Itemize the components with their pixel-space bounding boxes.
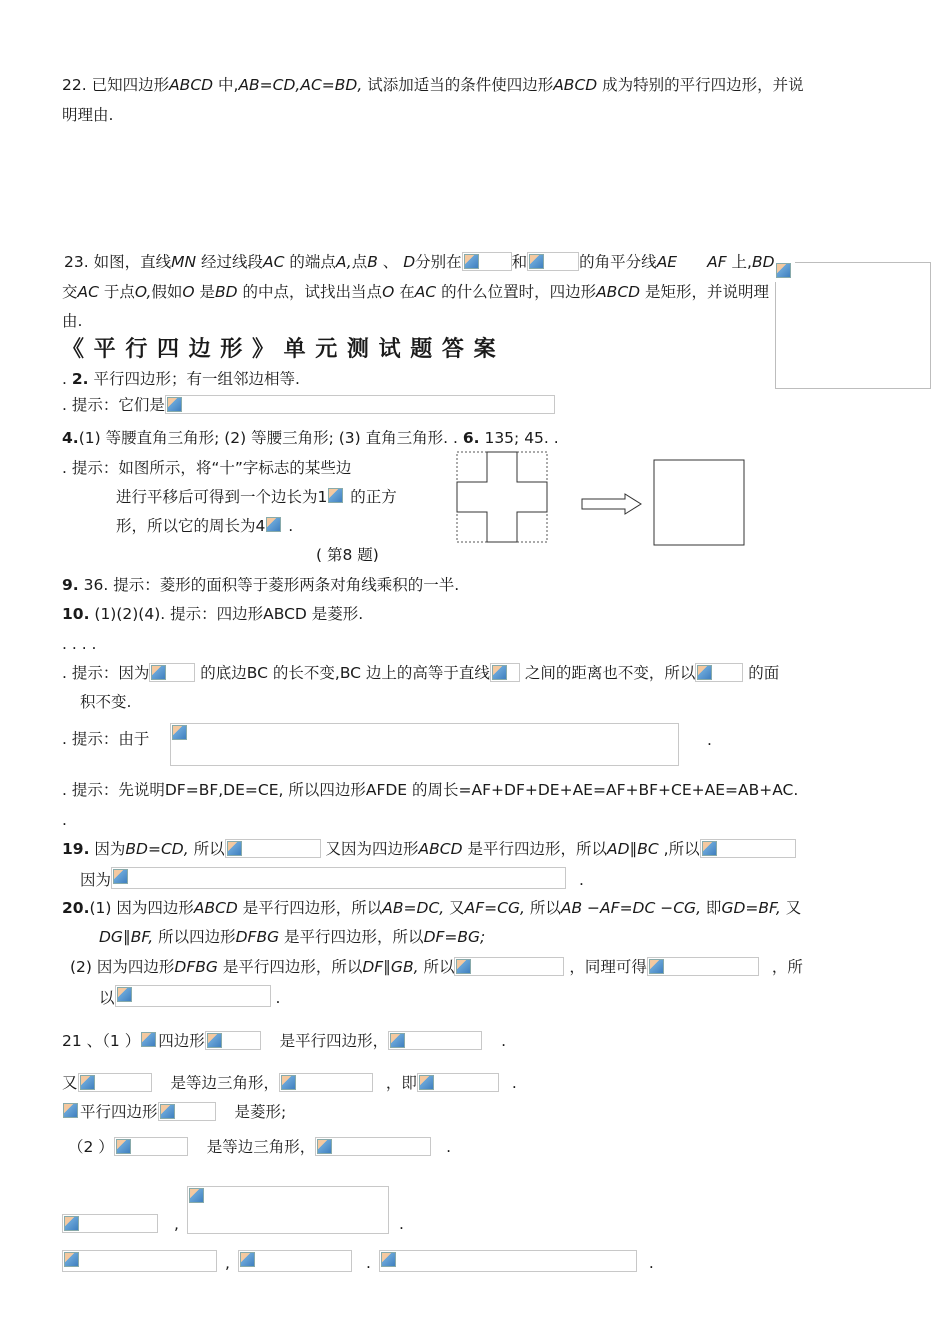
answer-21-image-1 — [205, 1031, 261, 1050]
answer-21-line2: 又 是等边三角形， ，即 . — [62, 1074, 517, 1092]
answer-area-line2: 积不变. — [80, 693, 132, 711]
answer-since-image — [170, 723, 679, 766]
q23-figure-frame — [775, 262, 931, 389]
answer-4-6: 4.(1) 等腰直角三角形; (2) 等腰三角形; (3) 直角三角形. . 6. 135; 45. . — [62, 429, 559, 447]
line-image — [490, 663, 520, 682]
answer-21-image-11 — [62, 1250, 217, 1272]
figure-8-caption: ( 第8 题) — [316, 546, 379, 564]
answer-8-line2: 进行平移后可得到一个边长为1 的正方 — [116, 488, 397, 506]
answer-3-image — [165, 395, 555, 414]
answer-21-line3: 平行四边形 是菱形; — [62, 1102, 286, 1122]
answer-20-line1: 20.(1) 因为四边形ABCD 是平行四边形，所以AB=DC, 又AF=CG, 所以AB −AF=DC −CG, 即GD=BF, 又 — [62, 899, 802, 917]
answer-20-image-2 — [647, 957, 759, 976]
answer-21-image-2 — [388, 1031, 482, 1050]
answer-2: . 2. 平行四边形；有一组邻边相等. — [62, 370, 300, 388]
answer-19-image-1 — [225, 839, 321, 858]
answer-19-line2: 因为 . — [80, 867, 584, 890]
therefore-image-2 — [62, 1102, 80, 1121]
answer-19-line1: 19. 因为BD=CD, 所以 又因为四边形ABCD 是平行四边形，所以AD∥BC ,所以 — [62, 839, 796, 859]
answer-21-image-8 — [315, 1137, 431, 1156]
answer-8-line3: 形，所以它的周长为4 . — [116, 517, 294, 535]
cross-shape — [457, 452, 547, 542]
answer-21-line5: , . — [62, 1214, 404, 1234]
therefore-image-1 — [140, 1031, 158, 1050]
dots-row: . . . . — [62, 635, 97, 653]
triangle-image-2 — [695, 663, 743, 682]
answer-20-image-1 — [454, 957, 564, 976]
arrow-right-icon — [582, 494, 641, 514]
answer-21-image-13 — [379, 1250, 637, 1272]
answer-21-image-5 — [417, 1073, 499, 1092]
answer-8-line1: . 提示：如图所示，将“十”字标志的某些边 — [62, 459, 352, 477]
square-shape — [654, 460, 744, 545]
answer-21-image-10 — [62, 1214, 158, 1233]
sqrt-image-2 — [265, 516, 283, 535]
answer-19-image-2 — [700, 839, 796, 858]
answer-20-line3: (2) 因为四边形DFBG 是平行四边形，所以DF∥GB, 所以 ，同理可得 ，所 — [70, 958, 803, 976]
q22-line1: 22. 已知四边形ABCD 中,AB=CD,AC=BD, 试添加适当的条件使四边形ABCD 成为特别的平行四边形，并说 — [62, 76, 804, 94]
answer-20-line2: DG∥BF, 所以四边形DFBG 是平行四边形，所以DF=BG; — [99, 928, 486, 946]
answer-21-line4: （2 ） 是等边三角形， . — [68, 1138, 452, 1156]
q22-line2: 明理由. — [62, 106, 114, 124]
angle-image-1 — [462, 252, 512, 271]
figure-8 — [455, 450, 755, 550]
answer-3: . 提示：它们是 — [62, 395, 555, 415]
answer-area-line1: . 提示：因为 的底边BC 的长不变,BC 边上的高等于直线 之间的距离也不变，所以 的面 — [62, 664, 780, 682]
answer-10: 10. (1)(2)(4). 提示：四边形ABCD 是菱形. — [62, 605, 364, 623]
answer-perimeter: . 提示：先说明DF=BF,DE=CE, 所以四边形AFDE 的周长=AF+DF+DE+AE=AF+BF+CE+AE=AB+AC. — [62, 781, 799, 799]
answer-20-image-3 — [115, 985, 271, 1007]
angle-image-2 — [527, 252, 579, 271]
answer-21-image-12 — [238, 1250, 352, 1272]
sqrt-image — [327, 487, 345, 506]
q23-line2: 交AC 于点O,假如O 是BD 的中点，试找出当点O 在AC 的什么位置时，四边形ABCD 是矩形，并说明理 — [62, 283, 770, 301]
answer-19-image-3 — [111, 867, 566, 889]
dot-row: . — [62, 811, 67, 829]
answer-21-image-4 — [279, 1073, 373, 1092]
answer-21-line1: 21 、（1 ） 四边形 是平行四边形， . — [62, 1032, 507, 1050]
q23-line3: 由. — [62, 312, 83, 330]
answers-title: 《 平 行 四 边 形 》 单 元 测 试 题 答 案 — [62, 337, 497, 362]
answer-since-period: . — [707, 731, 712, 749]
q23-figure-image-icon — [775, 262, 795, 282]
answer-21-image-3 — [78, 1073, 152, 1092]
answer-21-image-6 — [158, 1102, 216, 1121]
answer-21-line6: , . . — [62, 1250, 654, 1273]
answer-since-label: . 提示：由于 — [62, 730, 150, 748]
answer-21-image-7 — [114, 1137, 188, 1156]
triangle-image-1 — [149, 663, 195, 682]
answer-20-line4: 以 . — [99, 985, 280, 1008]
answer-9: 9. 36. 提示：菱形的面积等于菱形两条对角线乘积的一半. — [62, 576, 460, 594]
q23-line1: 23. 如图，直线MN 经过线段AC 的端点A,点B 、 D分别在 和 的角平分线AE AF 上,BD — [64, 253, 775, 271]
